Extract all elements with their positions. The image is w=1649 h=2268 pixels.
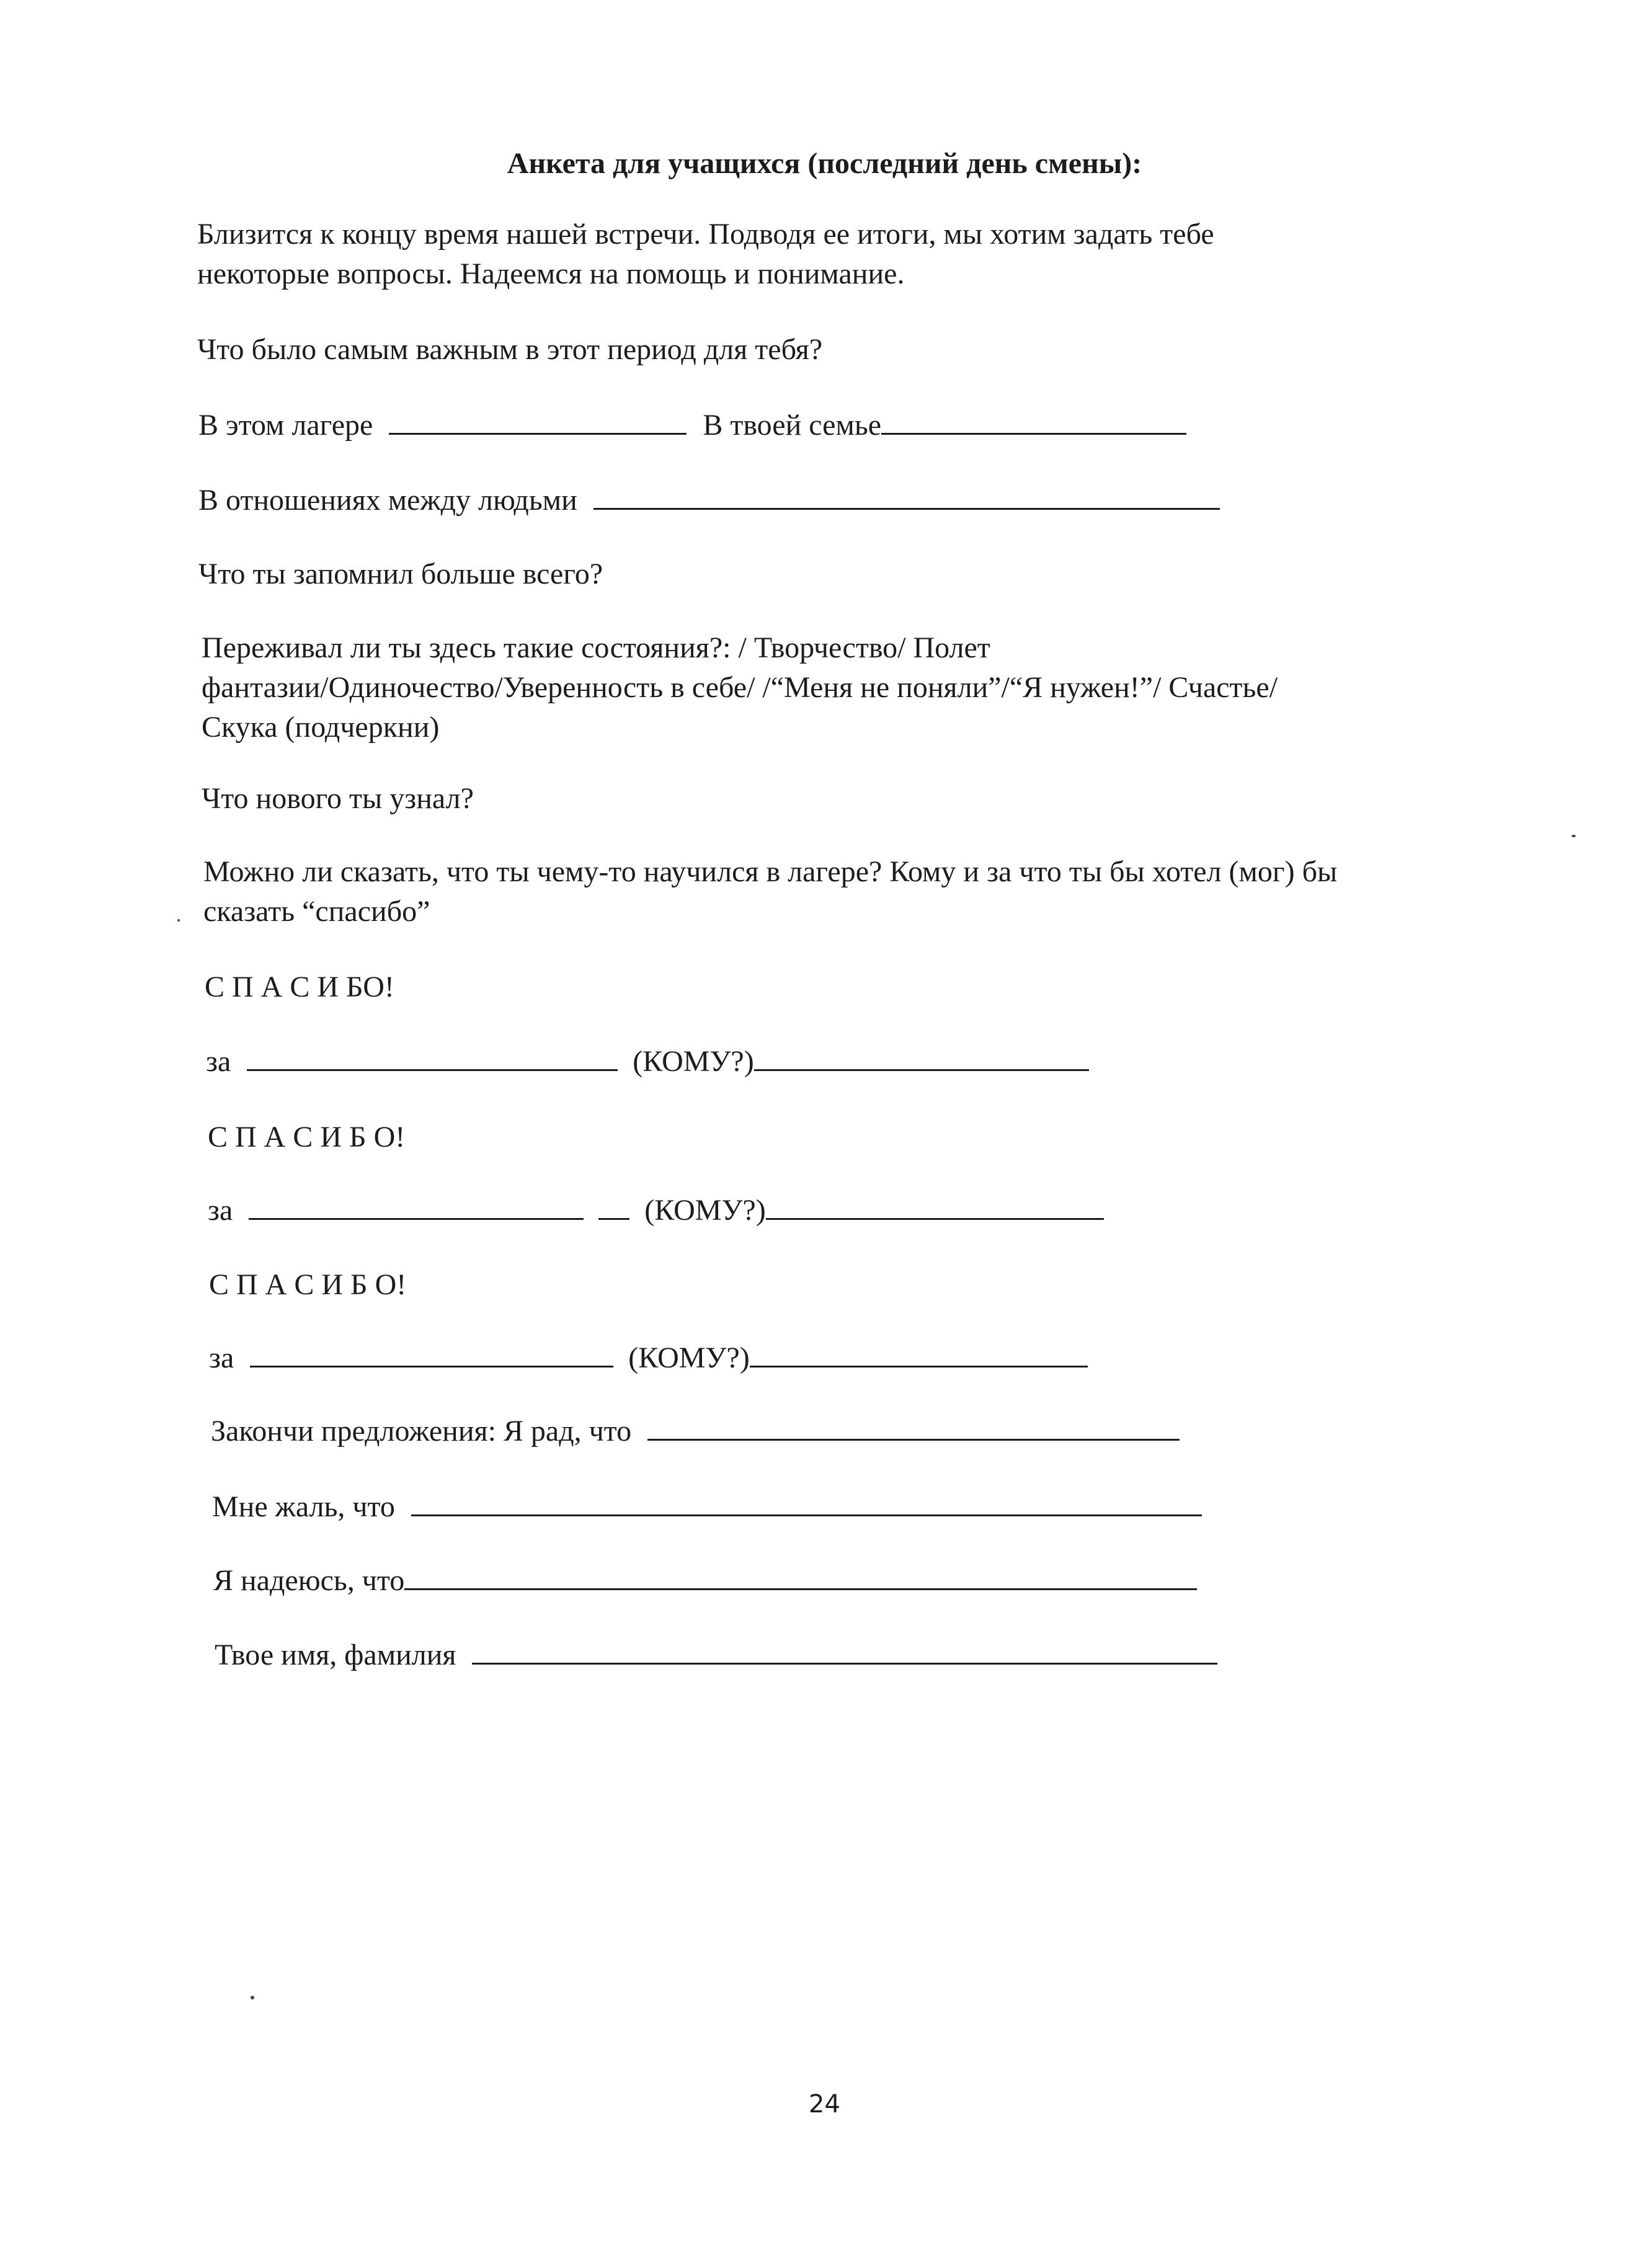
for-label: за (206, 1045, 231, 1078)
family-label: В твоей семье (703, 409, 882, 442)
intro-line-2: некоторые вопросы. Надеемся на помощь и понимание. (197, 257, 905, 290)
sorry-row (212, 1487, 1202, 1527)
for-label: за (209, 1341, 234, 1374)
camp-answer-field[interactable] (389, 408, 687, 435)
whom-label: (КОМУ?) (644, 1194, 766, 1227)
scan-speck (251, 1996, 254, 1999)
camp-label: В этом лагере (198, 409, 373, 442)
thanks-heading-1: С П А С И БО! (205, 971, 394, 1003)
relations-row (198, 481, 1220, 520)
thanks-2-whom-field[interactable] (766, 1193, 1104, 1220)
family-answer-field[interactable] (881, 408, 1186, 435)
states-line-2: фантазии/Одиночество/Уверенность в себе/ /“Меня не поняли”/“Я нужен!”/ Счастье/ (202, 671, 1278, 704)
learned-line-2: сказать “спасибо” (203, 895, 430, 928)
hope-label: Я надеюсь, что (213, 1564, 405, 1597)
scan-speck (177, 919, 180, 922)
page-number: 24 (809, 2090, 840, 2119)
thanks-2-extra-field[interactable] (598, 1193, 629, 1220)
glad-label: Закончи предложения: Я рад, что (211, 1415, 632, 1448)
camp-row (198, 406, 1186, 445)
whom-label: (КОМУ?) (628, 1341, 750, 1374)
thanks-heading-3: С П А С И Б О! (209, 1268, 407, 1301)
question-new: Что нового ты узнал? (202, 782, 474, 815)
name-label: Твое имя, фамилия (215, 1639, 456, 1671)
intro-line-1: Близится к концу время нашей встречи. Подводя ее итоги, мы хотим задать тебе (197, 218, 1214, 251)
question-important: Что было самым важным в этот период для тебя? (197, 333, 823, 366)
sorry-label: Мне жаль, что (212, 1490, 395, 1523)
thanks-3-whom-field[interactable] (750, 1341, 1088, 1367)
for-label: за (208, 1194, 233, 1227)
glad-answer-field[interactable] (647, 1414, 1180, 1441)
thanks-row-1 (206, 1042, 1089, 1082)
states-line-1: Переживал ли ты здесь такие состояния?: / Творчество/ Полет (202, 631, 990, 664)
scan-speck (1571, 835, 1576, 837)
relations-label: В отношениях между людьми (198, 484, 577, 517)
thanks-2-for-field[interactable] (249, 1193, 584, 1220)
question-remember: Что ты запомнил больше всего? (198, 558, 603, 590)
page-title: Анкета для учащихся (последний день смены): (507, 147, 1142, 180)
states-line-3: Скука (подчеркни) (202, 711, 440, 744)
name-row (215, 1635, 1217, 1675)
whom-label: (КОМУ?) (633, 1045, 754, 1078)
glad-row (211, 1412, 1180, 1451)
thanks-1-for-field[interactable] (247, 1044, 618, 1071)
thanks-1-whom-field[interactable] (754, 1044, 1089, 1071)
sorry-answer-field[interactable] (411, 1490, 1202, 1516)
thanks-heading-2: С П А С И Б О! (208, 1121, 406, 1154)
name-answer-field[interactable] (472, 1638, 1217, 1665)
learned-line-1: Можно ли сказать, что ты чему-то научился в лагере? Кому и за что ты бы хотел (мог) бы (203, 855, 1338, 888)
thanks-row-2 (208, 1191, 1104, 1230)
relations-answer-field[interactable] (593, 483, 1220, 510)
thanks-3-for-field[interactable] (250, 1341, 613, 1367)
hope-answer-field[interactable] (404, 1563, 1197, 1590)
hope-row (213, 1561, 1197, 1601)
thanks-row-3 (209, 1338, 1088, 1378)
